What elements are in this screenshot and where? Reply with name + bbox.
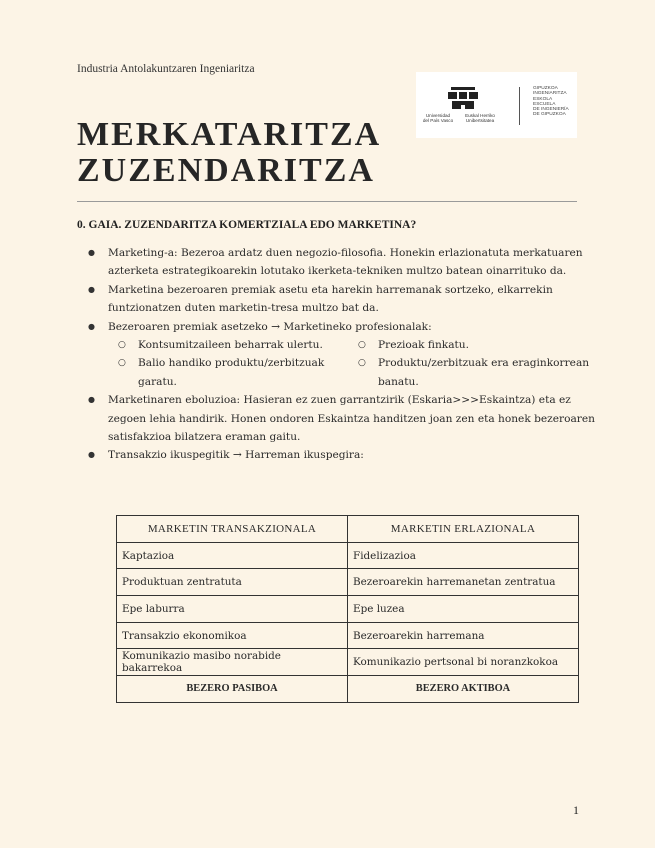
title-line-2: ZUZENDARITZA: [77, 152, 375, 189]
ehu-emblem-icon: [446, 85, 480, 111]
table-cell: Kaptazioa: [117, 542, 348, 569]
bullet-item: ● Transakzio ikuspegitik → Harreman ikuspegira:: [88, 446, 598, 464]
table-cell: Produktuan zentratuta: [117, 569, 348, 596]
comparison-table: [116, 515, 579, 703]
table-row: [117, 542, 579, 569]
course-name: Industria Antolakuntzaren Ingeniaritza: [77, 63, 255, 75]
section-heading: 0. GAIA. ZUZENDARITZA KOMERTZIALA EDO MARKETINA?: [77, 219, 417, 231]
table-row: [117, 649, 579, 676]
table-footer-cell: BEZERO PASIBOA: [117, 676, 348, 703]
bullet-list: [88, 244, 598, 465]
table-row: [117, 596, 579, 623]
bullet-item: ● Marketing-a: Bezeroa ardatz duen negozio-filosofia. Honekin erlazionatuta merkatuaren azterketa estrategikoarekin lotutako ikerketa-tekniken multzo batean oinarrituko da.: [88, 244, 598, 281]
table-header: MARKETIN TRANSAKZIONALA: [117, 516, 348, 543]
sub-item: ○ Kontsumitzaileen beharrak ulertu.: [118, 336, 328, 354]
sub-item: ○ Balio handiko produktu/zerbitzuak garatu.: [118, 354, 328, 391]
table-footer-row: [117, 676, 579, 703]
sub-list-columns: [118, 336, 598, 391]
sub-list-left: [118, 336, 358, 391]
table-cell: Transakzio ekonomikoa: [117, 622, 348, 649]
table-cell: Fidelizazioa: [348, 542, 579, 569]
table-header: MARKETIN ERLAZIONALA: [348, 516, 579, 543]
bullet-item: [88, 318, 598, 392]
sub-list-right: [358, 336, 598, 391]
logo-divider: [519, 87, 520, 125]
bullet-item: ● Marketina bezeroaren premiak asetu eta harekin harremanak sortzeko, elkarrekin funtzionatzen duten marketin-tresa multzo bat da.: [88, 281, 598, 318]
table-footer-cell: BEZERO AKTIBOA: [348, 676, 579, 703]
table-cell: Komunikazio pertsonal bi noranzkokoa: [348, 649, 579, 676]
sub-item: ○ Produktu/zerbitzuak era eraginkorrean banatu.: [358, 354, 598, 391]
table-cell: Komunikazio masibo norabide bakarrekoa: [117, 649, 348, 676]
table-row: [117, 569, 579, 596]
bullet-item: ● Marketinaren eboluzioa: Hasieran ez zuen garrantzirik (Eskaria>>>Eskaintza) eta ez zegoen lehia handirik. Honen ondoren Eskaintza handitzen joan zen eta honek bezeroaren satisfakzioa bilatzera eraman gaitu.: [88, 391, 598, 446]
bullet-text: Bezeroaren premiak asetzeko → Marketineko profesionalak:: [108, 320, 432, 333]
logo-school: GIPUZKOA INGENIARITZA ESKOLA ESCUELA DE INGENIERÍA DE GIPUZKOA: [533, 86, 569, 118]
university-logo: [416, 72, 577, 138]
logo-university-es: Universidad del País Vasco: [422, 113, 454, 123]
sub-item: ○ Prezioak finkatu.: [358, 336, 598, 354]
table-row: [117, 622, 579, 649]
table-cell: Epe luzea: [348, 596, 579, 623]
table-header-row: [117, 516, 579, 543]
page-number: 1: [573, 803, 579, 817]
table-cell: Bezeroarekin harremanetan zentratua: [348, 569, 579, 596]
table-cell: Bezeroarekin harremana: [348, 622, 579, 649]
title-line-1: MERKATARITZA: [77, 116, 382, 153]
document-title: [77, 117, 381, 189]
logo-university-eu: Euskal Herriko Unibertsitatea: [465, 113, 495, 123]
table-cell: Epe laburra: [117, 596, 348, 623]
title-divider: [77, 201, 577, 202]
